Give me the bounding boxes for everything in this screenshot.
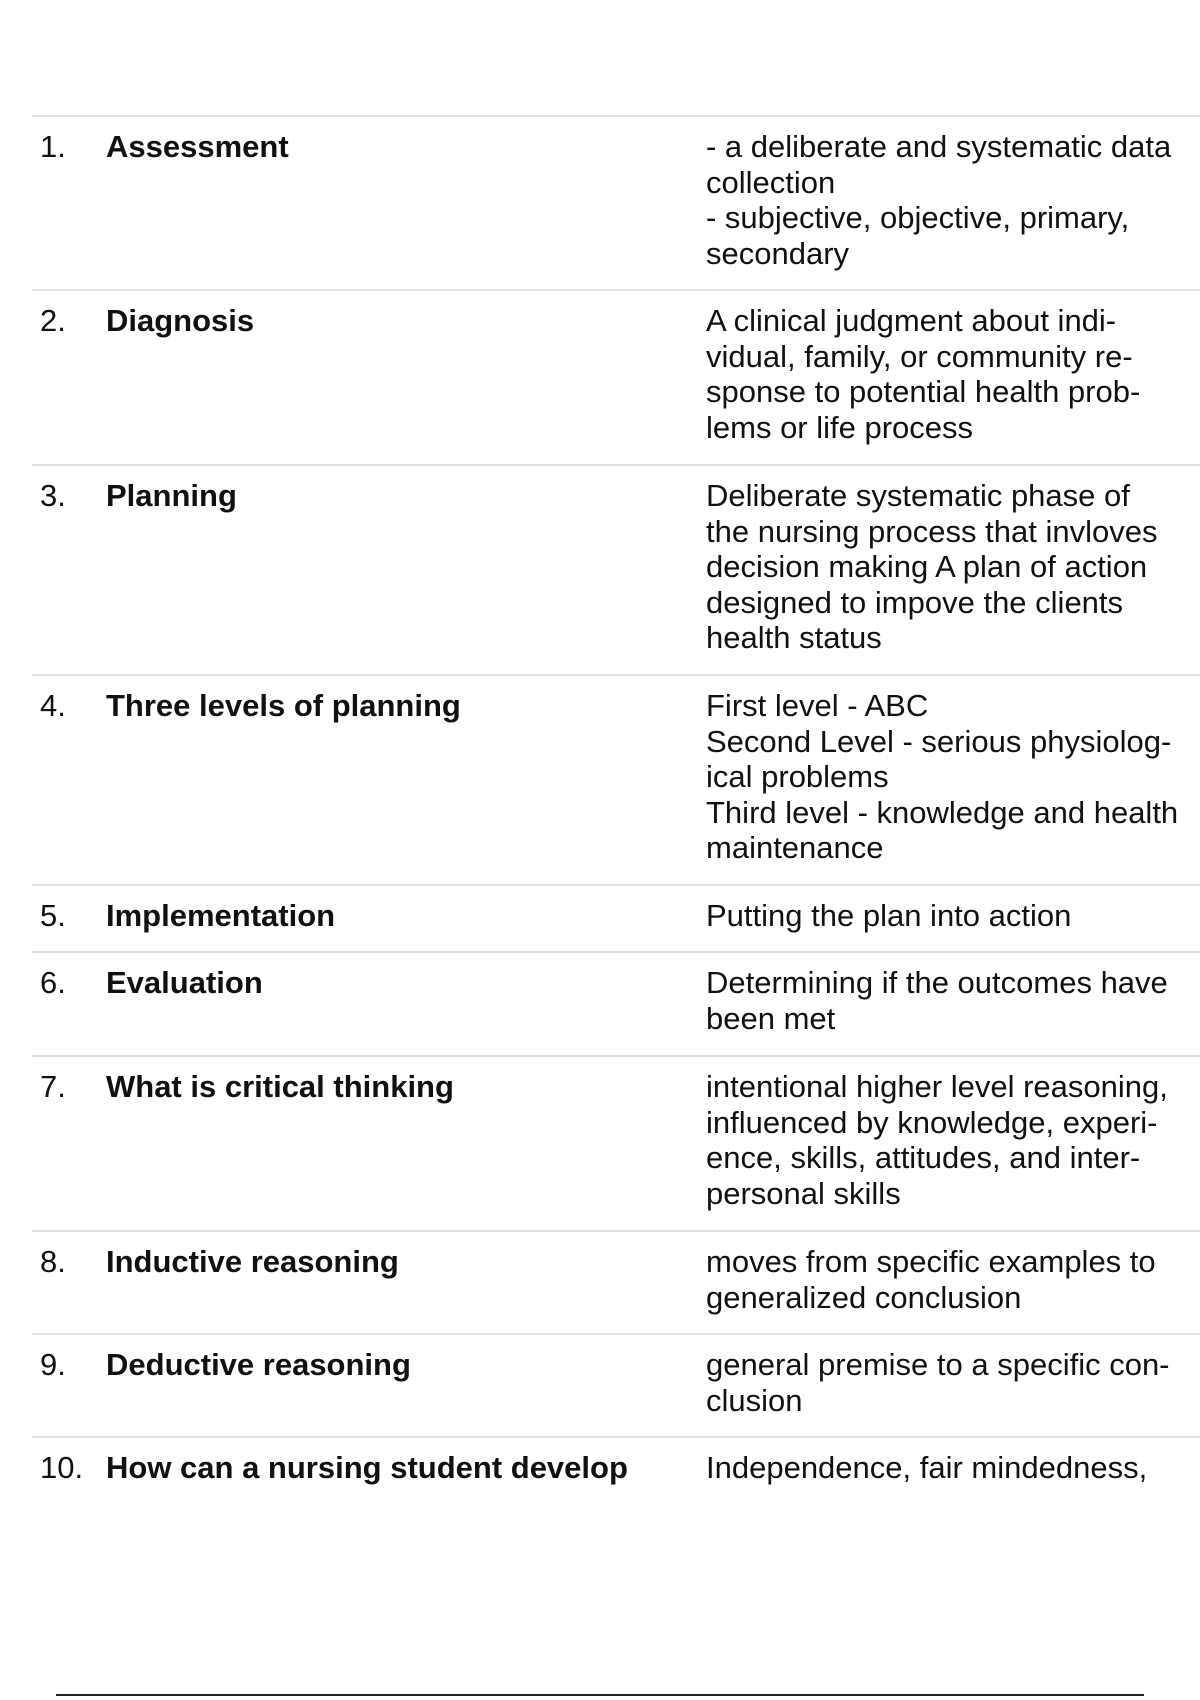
term-number: 7. (40, 1069, 66, 1104)
term-row (32, 464, 1200, 674)
term-title: Three levels of planning (106, 688, 461, 723)
term-title: Planning (106, 478, 237, 513)
term-definition: A clinical judgment about indi- vidual, family, or community re- sponse to potential health prob- lems or life process (706, 303, 1141, 445)
term-row (32, 1055, 1200, 1230)
term-row (32, 884, 1200, 951)
term-row (32, 951, 1200, 1055)
term-title: Implementation (106, 898, 336, 933)
term-definition: moves from specific examples to generalized conclusion (706, 1244, 1156, 1315)
term-row (32, 1333, 1200, 1436)
term-title: Evaluation (106, 965, 263, 1000)
term-number: 5. (40, 898, 66, 933)
term-definition: Putting the plan into action (706, 898, 1072, 933)
term-title: How can a nursing student develop (106, 1450, 628, 1485)
term-definition: Determining if the outcomes have been met (706, 965, 1168, 1036)
footer-rule (56, 1694, 1144, 1696)
term-number: 4. (40, 688, 66, 723)
term-title: Inductive reasoning (106, 1244, 399, 1279)
term-list (32, 115, 1200, 1506)
term-number: 3. (40, 478, 66, 513)
term-row (32, 674, 1200, 884)
term-title: What is critical thinking (106, 1069, 454, 1104)
term-title: Assessment (106, 129, 289, 164)
term-definition: First level - ABC Second Level - serious physiolog- ical problems Third level - knowledge and health maintenance (706, 688, 1179, 865)
term-definition: intentional higher level reasoning, influenced by knowledge, experi- ence, skills, attitudes, and inter- personal skills (706, 1069, 1168, 1211)
term-number: 9. (40, 1347, 66, 1382)
term-row (32, 289, 1200, 464)
term-row (32, 1436, 1200, 1506)
term-row (32, 1230, 1200, 1333)
term-title: Deductive reasoning (106, 1347, 411, 1382)
term-title: Diagnosis (106, 303, 255, 338)
term-definition: general premise to a specific con- clusion (706, 1347, 1170, 1418)
term-definition: Independence, fair mindedness, (706, 1450, 1148, 1485)
term-number: 8. (40, 1244, 66, 1279)
term-row (32, 115, 1200, 289)
term-number: 1. (40, 129, 66, 164)
term-number: 2. (40, 303, 66, 338)
term-number: 10. (40, 1450, 84, 1485)
term-definition: - a deliberate and systematic data collection - subjective, objective, primary, secondary (706, 129, 1172, 271)
term-definition: Deliberate systematic phase of the nursing process that invloves decision making A plan of action designed to impove the clients health status (706, 478, 1158, 655)
term-number: 6. (40, 965, 66, 1000)
